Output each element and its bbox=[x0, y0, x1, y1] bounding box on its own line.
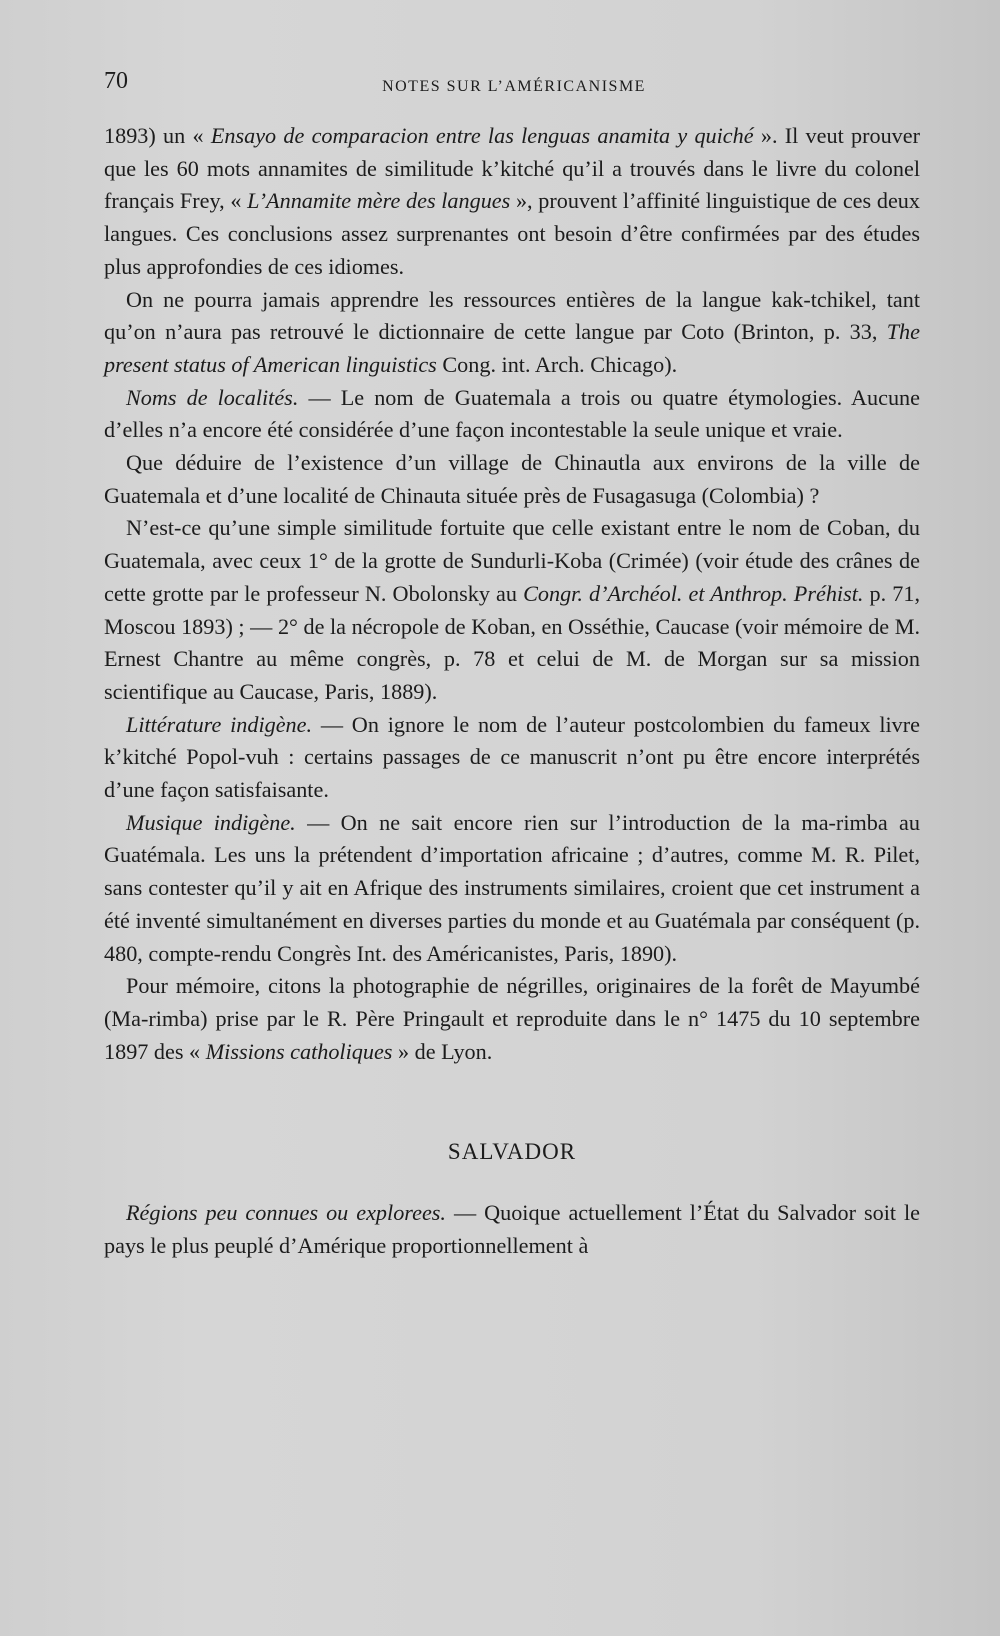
text-span: 1893) un « bbox=[104, 123, 211, 148]
paragraph-noms-localites bbox=[104, 382, 920, 447]
page-body bbox=[104, 120, 920, 1263]
page-number: 70 bbox=[104, 68, 128, 94]
paragraph-memoire bbox=[104, 970, 920, 1068]
paragraph-regions bbox=[104, 1197, 920, 1262]
text-span: p. 71, Moscou 1893) ; — 2° de la nécropole de Koban, en Osséthie, Caucase (voir mémoire de M. Ernest Chantre au même congrès, p. 78 et celui de M. de Morgan sur sa mission scientifique au Caucase, Paris, 1889). bbox=[104, 580, 920, 704]
paragraph-kaktchikel bbox=[104, 284, 920, 382]
text-span: Pour mémoire, citons la photographie de négrilles, originaires de la forêt de Mayumbé (Ma-rimba) prise par le R. Père Pringault et reproduite dans le n° 1475 du 10 septembre 1897 des « bbox=[104, 973, 920, 1064]
text-span: — On ne sait encore rien sur l’introduction de la ma-rimba au Guatémala. Les uns la prétendent d’importation africaine ; d’autres, comme M. R. Pilet, sans contester qu’il y ait en Afrique des instruments similaires, croient que cet instrument a été inventé simultanément en diverses parties du monde et au Guatémala par conséquent (p. 480, compte-rendu Congrès Int. des Américanistes, Paris, 1890). bbox=[104, 809, 920, 966]
run-in-heading: Noms de localités. bbox=[126, 384, 299, 410]
italic-title: Ensayo de comparacion entre las lenguas anamita y quiché bbox=[210, 123, 754, 148]
italic-title: Congr. d’Archéol. et Anthrop. Préhist. bbox=[523, 580, 864, 606]
italic-title: Missions catholiques bbox=[205, 1038, 393, 1064]
text-span: ». Il veut prouver que les 60 mots annamites de similitude k’kitché qu’il a trouvés dans le livre du colonel français Frey, « bbox=[104, 123, 921, 214]
run-in-heading: Littérature indigène. bbox=[126, 711, 313, 737]
text-span: On ne pourra jamais apprendre les ressources entières de la langue kak-tchikel, tant qu’on n’aura pas retrouvé le dictionnaire de cette langue par Coto (Brinton, p. 33, bbox=[104, 286, 920, 345]
text-span: — On ignore le nom de l’auteur postcolombien du fameux livre k’kitché Popol-vuh : certains passages de ce manuscrit n’ont pu être encore interprétés d’une façon satisfaisante. bbox=[104, 711, 920, 803]
section-title: SALVADOR bbox=[447, 1139, 577, 1165]
paragraph-litterature bbox=[104, 709, 920, 807]
run-in-heading: Musique indigène. bbox=[126, 809, 296, 835]
run-in-heading: Régions peu connues ou explorees. bbox=[126, 1200, 446, 1226]
paragraph-chinautla bbox=[104, 447, 920, 512]
text-span: », prouvent l’affinité linguistique de ces deux langues. Ces conclusions assez surprenantes ont besoin d’être confirmées par des études plus approfondies de ces idiomes. bbox=[104, 188, 920, 279]
paragraph-coban bbox=[104, 512, 920, 708]
text-span: — Le nom de Guatemala a trois ou quatre étymologies. Aucune d’elles n’a encore été considérée d’une façon incontestable la seule unique et vraie. bbox=[104, 384, 920, 443]
running-head: NOTES SUR L’AMÉRICANISME bbox=[382, 78, 646, 95]
text-span: » de Lyon. bbox=[392, 1038, 493, 1064]
paragraph-musique bbox=[104, 807, 920, 971]
text-span: — Quoique actuellement l’État du Salvador soit le pays le plus peuplé d’Amérique proportionnellement à bbox=[104, 1200, 920, 1258]
italic-title: L’Annamite mère des langues bbox=[247, 188, 511, 214]
italic-title: The present status of American linguistics bbox=[104, 319, 920, 377]
page-header bbox=[104, 68, 924, 102]
paragraph-ensayo bbox=[104, 120, 920, 284]
text-span: Que déduire de l’existence d’un village de Chinautla aux environs de la ville de Guatemala et d’une localité de Chinauta située près de Fusagasuga (Colombia) ? bbox=[104, 450, 920, 508]
text-span: Cong. int. Arch. Chicago). bbox=[436, 351, 678, 377]
text-span: N’est-ce qu’une simple similitude fortuite que celle existant entre le nom de Coban, du Guatemala, avec ceux 1° de la grotte de Sundurli-Koba (Crimée) (voir étude des crânes de cette grotte par le professeur N. Obolonsky au bbox=[104, 515, 920, 606]
